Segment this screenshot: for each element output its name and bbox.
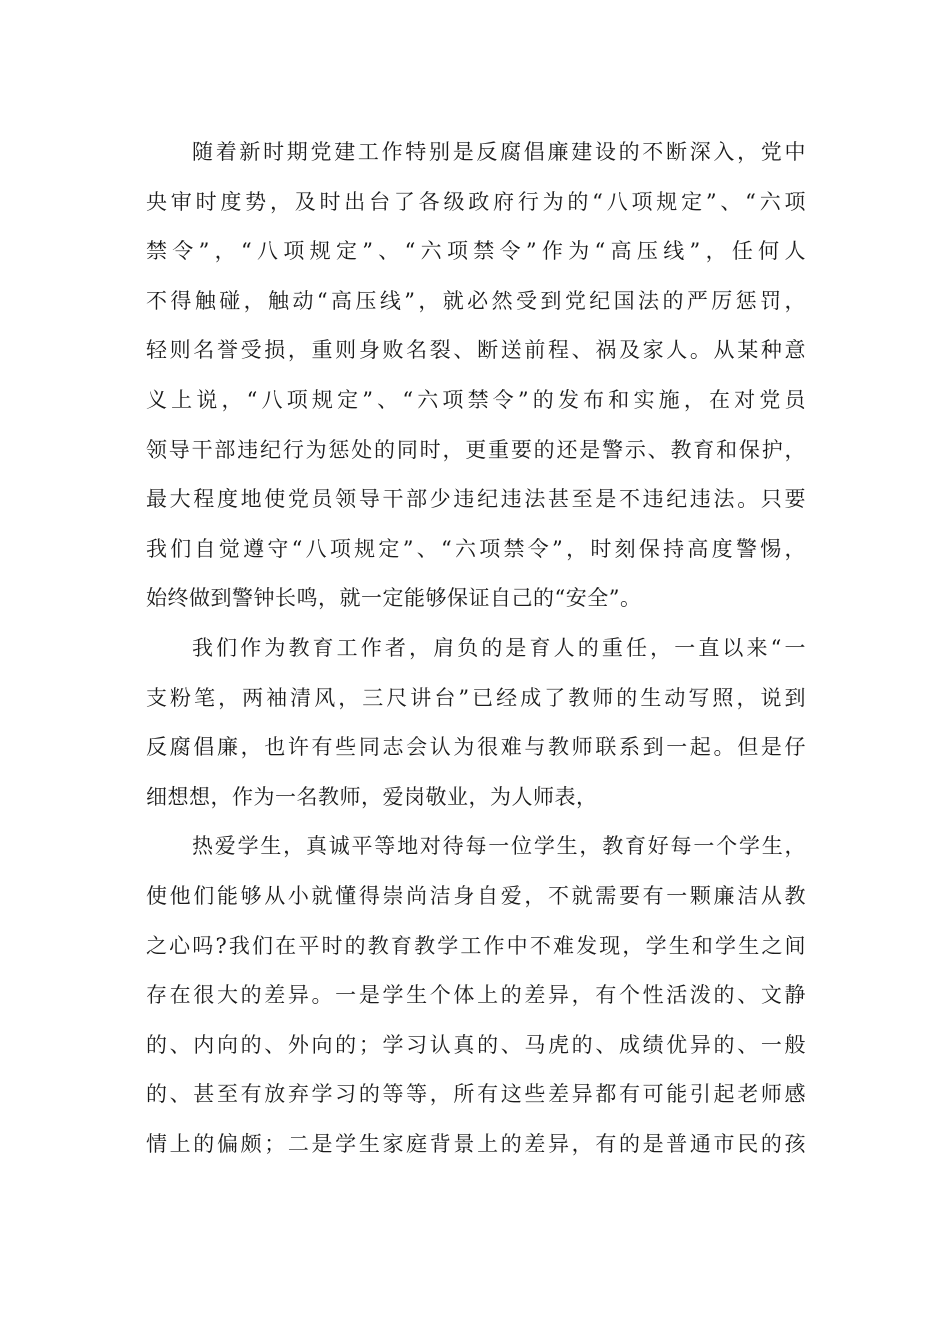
text-line: 反腐倡廉，也许有些同志会认为很难与教师联系到一起。但是仔 [146,735,806,760]
text-line: 细想想，作为一名教师，爱岗敬业，为人师表， [146,784,598,809]
text-line: 不得触碰，触动“高压线”，就必然受到党纪国法的严厉惩罚， [146,288,806,313]
text-line: 央审时度势，及时出台了各级政府行为的“八项规定”、“六项 [146,189,806,214]
text-line: 领导干部违纪行为惩处的同时，更重要的还是警示、教育和保护， [146,437,806,462]
text-line: 存在很大的差异。一是学生个体上的差异，有个性活泼的、文静 [146,983,806,1008]
text-line: 热爱学生，真诚平等地对待每一位学生，教育好每一个学生， [192,834,806,859]
text-line: 支粉笔，两袖清风，三尺讲台”已经成了教师的生动写照，说到 [146,685,806,710]
text-line: 随着新时期党建工作特别是反腐倡廉建设的不断深入，党中 [192,140,806,164]
text-line: 我们自觉遵守“八项规定”、“六项禁令”，时刻保持高度警惕， [146,536,806,561]
text-line: 情上的偏颇；二是学生家庭背景上的差异，有的是普通市民的孩 [146,1131,806,1156]
text-line: 轻则名誉受损，重则身败名裂、断送前程、祸及家人。从某种意 [146,338,806,363]
text-line: 始终做到警钟长鸣，就一定能够保证自己的“安全”。 [146,586,642,611]
text-line: 的、甚至有放弃学习的等等，所有这些差异都有可能引起老师感 [146,1082,806,1107]
text-line: 使他们能够从小就懂得崇尚洁身自爱，不就需要有一颗廉洁从教 [146,883,806,908]
text-line: 最大程度地使党员领导干部少违纪违法甚至是不违纪违法。只要 [146,487,806,512]
document-body [146,128,806,1169]
text-line: 我们作为教育工作者，肩负的是育人的重任，一直以来“一 [192,635,806,660]
text-line: 禁令”，“八项规定”、“六项禁令”作为“高压线”，任何人 [146,239,806,264]
text-line: 义上说，“八项规定”、“六项禁令”的发布和实施，在对党员 [146,387,806,412]
text-line: 的、内向的、外向的；学习认真的、马虎的、成绩优异的、一般 [146,1032,806,1057]
text-line: 之心吗?我们在平时的教育教学工作中不难发现，学生和学生之间 [146,933,806,958]
